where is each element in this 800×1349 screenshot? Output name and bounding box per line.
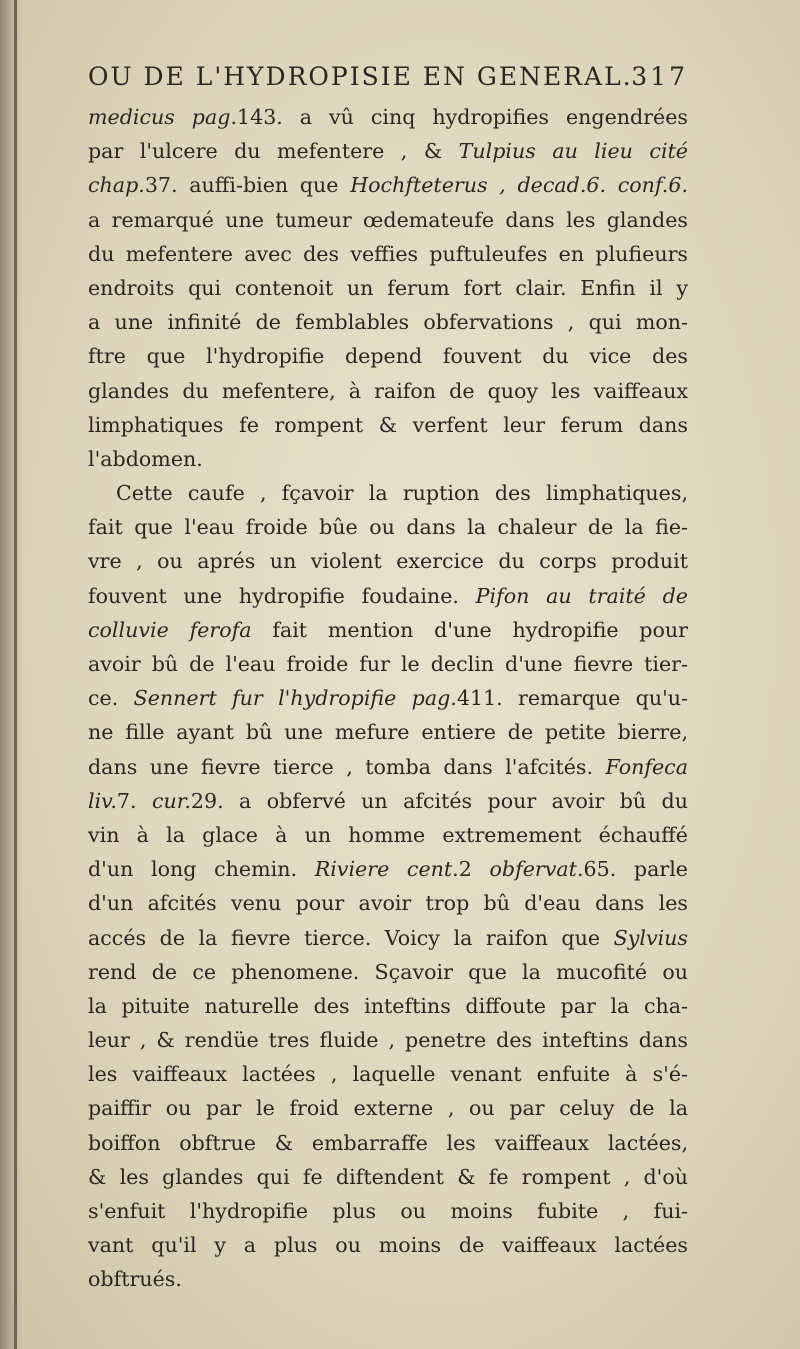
italic-citation: medicus pag.: [88, 105, 237, 129]
italic-citation: Fonfeca: [605, 754, 688, 779]
text-line: [88, 955, 688, 989]
italic-citation: obfervat.: [489, 857, 584, 882]
text-segment: & les glandes qui fe diftendent & fe rompent , d'où: [88, 1164, 688, 1189]
text-segment: vant qu'il y a plus ou moins de vaiffeaux lactées: [88, 1233, 688, 1258]
text-segment: boiffon obftrue & embarraffe les vaiffeaux lactées,: [88, 1130, 688, 1155]
italic-citation: colluvie ferofa: [88, 617, 252, 642]
text-segment: vre , ou aprés un violent exercice du corps produit: [88, 549, 688, 574]
text-segment: paiffir ou par le froid externe , ou par celuy de la: [88, 1096, 688, 1121]
text-segment: fait mention d'une hydropifie pour: [251, 617, 688, 642]
text-segment: a remarqué une tumeur œdemateufe dans les glandes: [88, 207, 688, 232]
text-segment: 7.: [116, 788, 152, 813]
italic-citation: Tulpius au lieu cité: [458, 139, 688, 164]
text-line: [88, 544, 688, 578]
text-segment: 37. auffi-bien que: [144, 173, 351, 198]
text-line: [88, 237, 688, 271]
text-line: [88, 750, 688, 784]
italic-citation: Sennert fur l'hydropifie pag.: [133, 686, 457, 711]
text-segment: glandes du mefentere, à raifon de quoy les vaiffeaux: [88, 378, 688, 403]
text-segment: s'enfuit l'hydropifie plus ou moins fubite , fui-: [88, 1199, 688, 1223]
italic-citation: Hochfteterus , decad.6. conf.6.: [350, 173, 688, 198]
text-segment: 143. a vû cinq hydropifies engendrées: [237, 105, 688, 129]
text-segment: obftrués.: [88, 1267, 182, 1292]
text-line: [88, 886, 688, 920]
text-line: [88, 374, 688, 408]
text-line: [88, 442, 688, 476]
text-line: [88, 168, 688, 202]
text-line: [88, 339, 688, 373]
text-line: [88, 921, 688, 955]
text-line: [88, 818, 688, 852]
italic-citation: Pifon au traité de: [475, 583, 688, 608]
italic-citation: chap.: [88, 173, 145, 198]
text-segment: rend de ce phenomene. Sçavoir que la mucofité ou: [88, 959, 688, 984]
text-line: [88, 715, 688, 749]
text-line: [88, 1091, 688, 1125]
text-segment: ce.: [88, 686, 134, 711]
italic-citation: Sylvius: [613, 925, 688, 950]
text-line: [88, 1160, 688, 1194]
text-segment: endroits qui contenoit un ferum fort clair. Enfin il y: [88, 275, 688, 300]
text-segment: accés de la fievre tierce. Voicy la raifon que: [88, 925, 614, 950]
text-segment: a une infinité de femblables obfervations , qui mon-: [88, 310, 688, 335]
text-line: [88, 271, 688, 305]
text-line: [88, 1057, 688, 1091]
text-segment: d'un long chemin.: [88, 857, 315, 882]
text-line: [88, 1262, 688, 1296]
text-line: [88, 852, 688, 886]
text-segment: fouvent une hydropifie foudaine.: [88, 583, 476, 608]
text-segment: Cette caufe , fçavoir la ruption des limphatiques,: [116, 481, 688, 506]
text-line: [88, 647, 688, 681]
text-segment: 29. a obfervé un afcités pour avoir bû du: [190, 788, 688, 813]
text-segment: dans une fievre tierce , tomba dans l'afcités.: [88, 754, 606, 779]
text-segment: leur , & rendüe tres fluide , penetre des inteftins dans: [88, 1028, 688, 1053]
text-segment: par l'ulcere du mefentere , &: [88, 139, 459, 164]
text-line: [88, 408, 688, 442]
running-title: OU DE L'HYDROPISIE EN GENERAL.: [88, 62, 633, 91]
running-header: [88, 62, 688, 102]
text-segment: vin à la glace à un homme extremement échauffé: [88, 822, 688, 847]
text-line: [88, 203, 688, 237]
page-binding-edge: [0, 0, 22, 1349]
text-segment: la pituite naturelle des inteftins diffoute par la cha-: [88, 993, 688, 1018]
text-line: [88, 510, 688, 544]
text-line: [88, 579, 688, 613]
text-segment: avoir bû de l'eau froide fur le declin d'une fievre tier-: [88, 652, 688, 676]
text-segment: d'un afcités venu pour avoir trop bû d'eau dans les: [88, 891, 688, 916]
text-line: [88, 1126, 688, 1160]
text-line: [88, 1023, 688, 1057]
text-line: [88, 100, 688, 134]
text-segment: ftre que l'hydropifie depend fouvent du vice des: [88, 344, 688, 369]
text-segment: limphatiques fe rompent & verfent leur ferum dans: [88, 412, 688, 437]
italic-citation: Riviere cent.: [314, 857, 459, 882]
text-line: [88, 989, 688, 1023]
text-line: [88, 613, 688, 647]
text-line: [88, 681, 688, 715]
text-line: [88, 784, 688, 818]
text-line: [88, 305, 688, 339]
italic-citation: cur.: [151, 788, 191, 813]
page-gutter-line: [14, 0, 17, 1349]
text-line: [88, 1194, 688, 1228]
text-line: [88, 1228, 688, 1262]
italic-citation: liv.: [88, 788, 117, 813]
text-segment: fait que l'eau froide bûe ou dans la chaleur de la fie-: [88, 515, 688, 540]
text-line: [88, 134, 688, 168]
page-number: 317: [631, 62, 688, 91]
text-segment: l'abdomen.: [88, 446, 203, 471]
text-segment: ne fille ayant bû une mefure entiere de petite bierre,: [88, 720, 688, 745]
text-segment: 411. remarque qu'u-: [456, 686, 688, 711]
text-line: [88, 476, 688, 510]
text-segment: du mefentere avec des veffies puftuleufes en plufieurs: [88, 241, 688, 266]
text-segment: les vaiffeaux lactées , laquelle venant enfuite à s'é-: [88, 1062, 688, 1087]
text-segment: 2: [458, 857, 490, 882]
text-segment: 65. parle: [583, 857, 688, 882]
body-text: [88, 100, 688, 1297]
